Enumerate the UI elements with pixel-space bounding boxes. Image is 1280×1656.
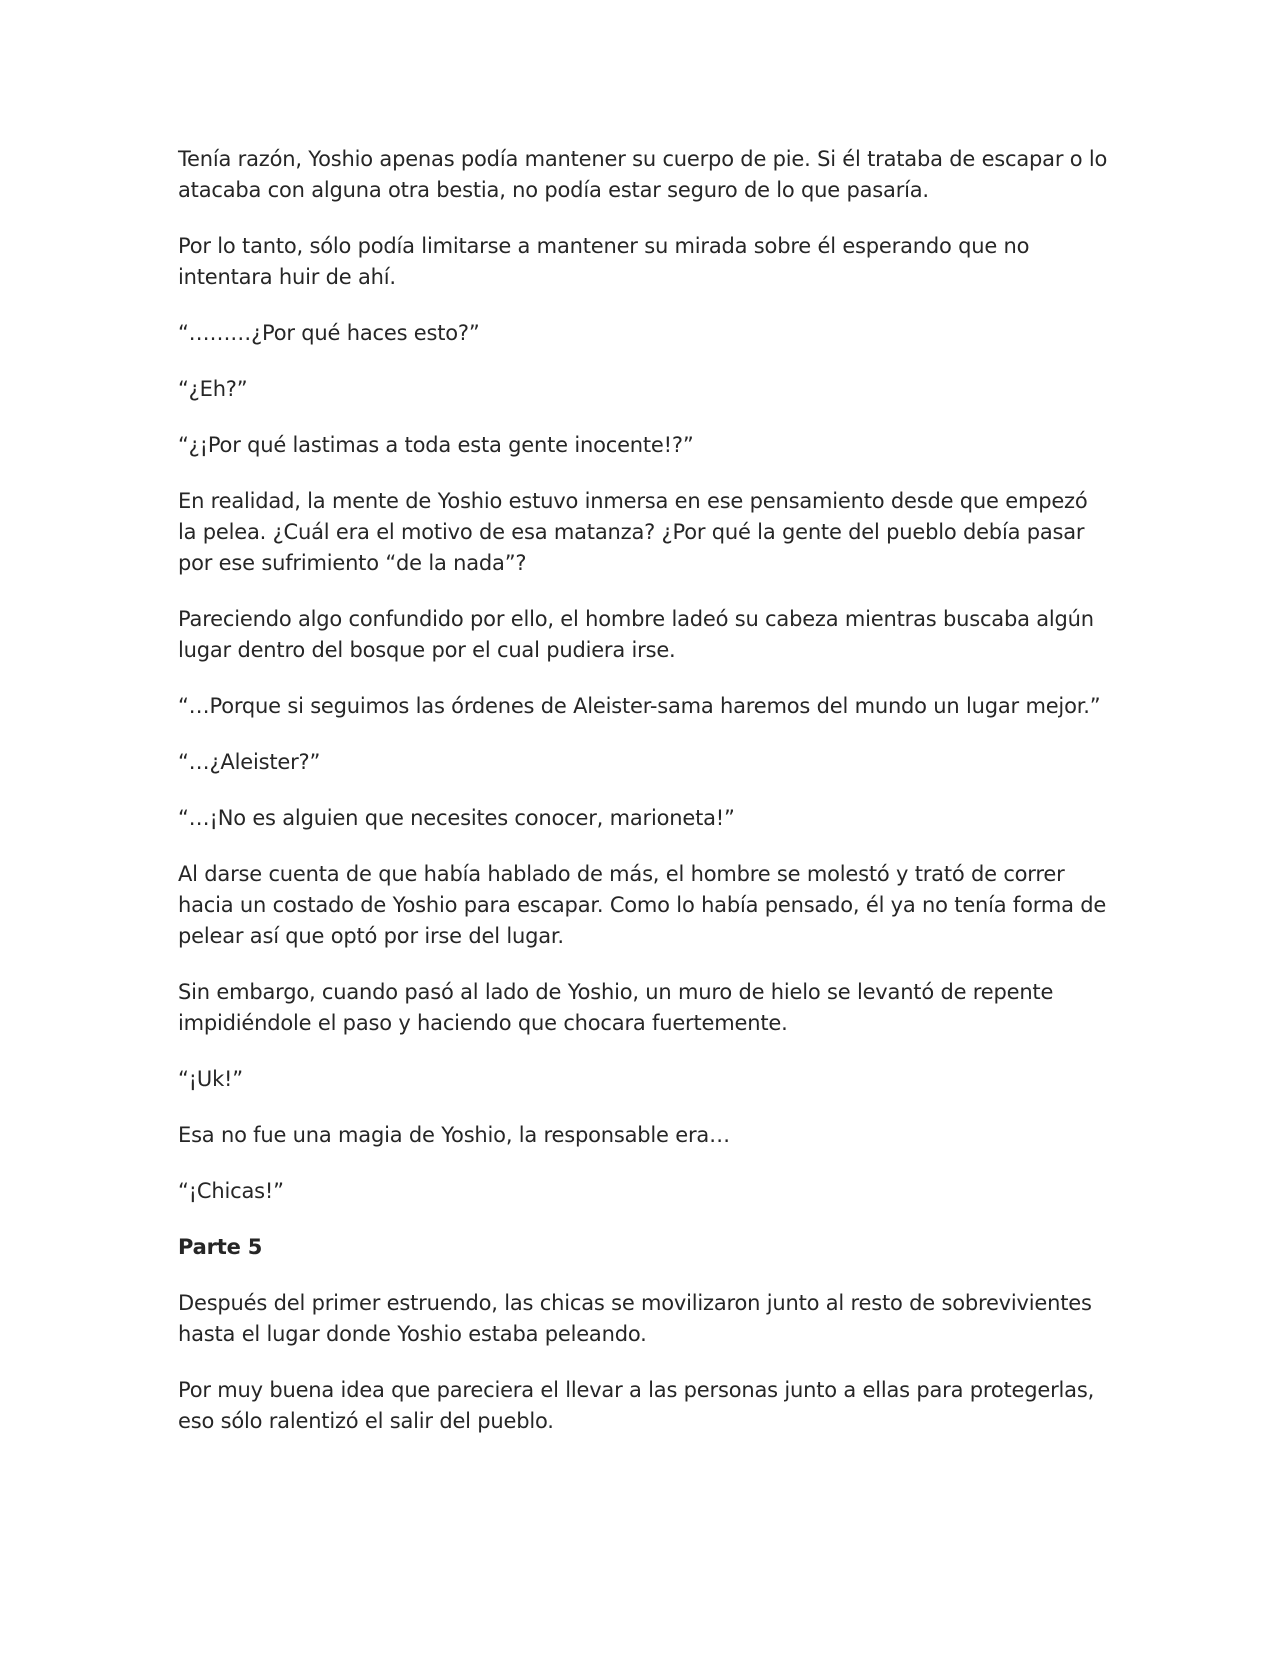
dialogue-line: “¿¡Por qué lastimas a toda esta gente inocente!?” — [178, 433, 694, 457]
paragraph: Pareciendo algo confundido por ello, el hombre ladeó su cabeza mientras buscaba algún lugar dentro del bosque por el cual pudiera irse. — [178, 607, 1094, 662]
dialogue-line: “…Porque si seguimos las órdenes de Aleister-sama haremos del mundo un lugar mejor.” — [178, 694, 1101, 718]
paragraph: Al darse cuenta de que había hablado de más, el hombre se molestó y trató de correr hacia un costado de Yoshio para escapar. Como lo había pensado, él ya no tenía forma de pelear así que optó por irse del lugar. — [178, 862, 1107, 948]
dialogue-line: “…¿Aleister?” — [178, 750, 321, 774]
paragraph: Por muy buena idea que pareciera el llevar a las personas junto a ellas para protegerlas, eso sólo ralentizó el salir del pueblo. — [178, 1378, 1095, 1433]
paragraph: Sin embargo, cuando pasó al lado de Yoshio, un muro de hielo se levantó de repente impidiéndole el paso y haciendo que chocara fuertemente. — [178, 980, 1054, 1035]
paragraph: En realidad, la mente de Yoshio estuvo inmersa en ese pensamiento desde que empezó la pelea. ¿Cuál era el motivo de esa matanza? ¿Por qué la gente del pueblo debía pasar por ese sufrimiento “de la nada”? — [178, 489, 1088, 575]
dialogue-line: “¡Uk!” — [178, 1067, 243, 1091]
paragraph: Después del primer estruendo, las chicas se movilizaron junto al resto de sobrevivientes hasta el lugar donde Yoshio estaba peleando. — [178, 1291, 1092, 1346]
paragraph: Por lo tanto, sólo podía limitarse a mantener su mirada sobre él esperando que no intentara huir de ahí. — [178, 234, 1030, 289]
dialogue-line: “¿Eh?” — [178, 377, 248, 401]
dialogue-line: “¡Chicas!” — [178, 1179, 284, 1203]
paragraph: Tenía razón, Yoshio apenas podía mantener su cuerpo de pie. Si él trataba de escapar o lo atacaba con alguna otra bestia, no podía estar seguro de lo que pasaría. — [178, 147, 1108, 202]
dialogue-line: “………¿Por qué haces esto?” — [178, 321, 480, 345]
dialogue-line: “…¡No es alguien que necesites conocer, marioneta!” — [178, 806, 735, 830]
paragraph: Esa no fue una magia de Yoshio, la responsable era… — [178, 1123, 730, 1147]
section-heading: Parte 5 — [178, 1235, 263, 1259]
document-page — [178, 144, 1108, 1462]
